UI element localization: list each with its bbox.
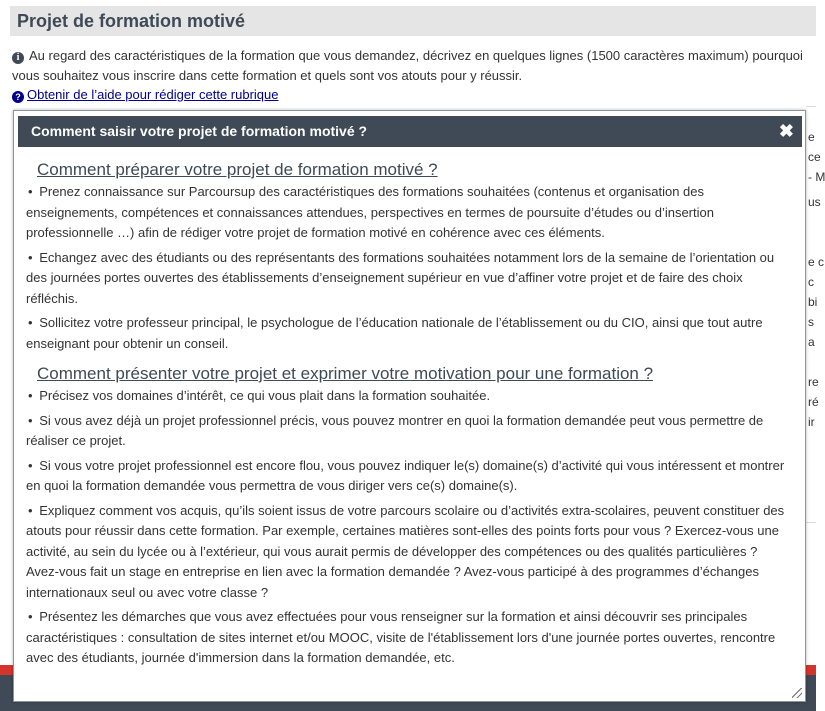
list-item-text: Précisez vos domaines d’intérêt, ce qui vous plait dans la formation souhaitée. xyxy=(39,388,491,403)
bullet-icon: • xyxy=(28,249,33,265)
resize-handle-icon[interactable] xyxy=(792,688,802,698)
background-text-fragment: e c xyxy=(808,255,825,269)
background-text-fragment: bi xyxy=(808,295,818,309)
background-text-fragment: re xyxy=(808,375,819,389)
info-icon: i xyxy=(12,52,24,64)
list-item-text: Echangez avec des étudiants ou des représentants des formations souhaitées notamment lors de la semaine de l’orientation ou des journées portes ouvertes des établissements d’enseignement supérieur en vue d’affiner votre projet et de faire des choix réfléchis. xyxy=(26,249,775,306)
list-item-text: Si vous votre projet professionnel est encore flou, vous pouvez indiquer le(s) domaine(s) d’activité qui vous intéressent et montrer en quoi la formation demandée vous permettra de vous diriger vers ce(s) domaine(s). xyxy=(26,457,785,493)
help-dialog xyxy=(13,110,806,702)
list-item xyxy=(26,182,788,244)
help-link-label: Obtenir de l’aide pour rédiger cette rubrique xyxy=(27,87,279,102)
list-item xyxy=(26,386,788,407)
bullet-icon: • xyxy=(28,412,33,428)
list-item xyxy=(26,456,788,497)
list-item-text: Prenez connaissance sur Parcoursup des caractéristiques des formations souhaitées (contenus et organisation des enseignements, compétences et connaissances attendues, perspectives en termes de poursuite d’études ou d’insertion professionnelle …) afin de rédiger votre projet de formation motivé en cohérence avec ces éléments. xyxy=(26,184,714,240)
bullet-icon: • xyxy=(28,388,33,403)
list-item xyxy=(26,248,788,310)
list-item-text: Expliquez comment vos acquis, qu’ils soient issus de votre parcours scolaire ou d’activités extra-scolaires, peuvent constituer des atouts pour réussir dans cette formation. Par exemple, certaines matières sont-elles des points forts pour vous ? Exercez-vous une activité, au sein du lycée ou à l’extérieur, qui vous aurait permis de développer des compétences ou des qualités particulières ? Avez-vous fait un stage en entreprise en lien avec la formation demandée ? Avez-vous participé à des programmes d’échanges internationaux seul ou avec votre classe ? xyxy=(26,502,785,600)
question-circle-icon: ? xyxy=(12,91,24,103)
background-text-fragment: ir xyxy=(808,415,815,429)
background-text-fragment: a xyxy=(808,335,815,349)
section-heading-present: Comment présenter votre projet et exprimer votre motivation pour une formation ? xyxy=(37,364,654,383)
intro-paragraph xyxy=(12,46,808,86)
intro-text: Au regard des caractéristiques de la formation que vous demandez, décrivez en quelques lignes (1500 caractères maximum) pourquoi vous souhaitez vous inscrire dans cette formation et quels sont vos atouts pour y réussir. xyxy=(12,48,803,83)
close-icon[interactable]: ✖ xyxy=(778,121,794,141)
help-link[interactable] xyxy=(12,86,278,104)
list-item xyxy=(26,607,788,669)
background-text-fragment: - M xyxy=(808,170,825,184)
list-item-text: Sollicitez votre professeur principal, le psychologue de l’éducation nationale de l’établissement ou du CIO, ainsi que tout autre enseignant pour obtenir un conseil. xyxy=(26,315,763,351)
section-heading-prepare: Comment préparer votre projet de formation motivé ? xyxy=(37,160,438,179)
background-text-fragment: ré xyxy=(808,395,819,409)
list-item-text: Présentez les démarches que vous avez effectuées pour vous renseigner sur la formation et ainsi découvrir ses principales caractéristiques : consultation de sites internet et/ou MOOC, visite de l'établissement lors d'une journée portes ouvertes, rencontre avec des étudiants, journée d'immersion dans la formation demandée, etc. xyxy=(26,609,776,665)
list-item-text: Si vous avez déjà un projet professionnel précis, vous pouvez montrer en quoi la formation demandée peut vous permettre de réaliser ce projet. xyxy=(26,412,764,448)
background-text-fragment: us xyxy=(808,195,821,209)
list-item xyxy=(26,313,788,354)
bullet-icon: • xyxy=(28,457,33,473)
background-text-fragment: e xyxy=(808,130,815,144)
background-divider xyxy=(806,106,816,107)
bullet-icon: • xyxy=(28,502,33,518)
bullet-icon: • xyxy=(28,315,33,330)
list-item xyxy=(26,411,788,452)
background-text-fragment: c xyxy=(808,275,814,289)
dialog-titlebar xyxy=(18,116,802,147)
bullet-icon: • xyxy=(28,609,33,624)
list-item xyxy=(26,501,788,604)
section-title: Projet de formation motivé xyxy=(10,6,816,36)
dialog-title: Comment saisir votre projet de formation motivé ? xyxy=(31,123,368,139)
dialog-content xyxy=(26,159,788,673)
background-text-fragment: s xyxy=(808,315,814,329)
background-text-fragment: ce xyxy=(808,150,821,164)
bullet-icon: • xyxy=(28,184,33,199)
background-divider xyxy=(806,522,816,523)
